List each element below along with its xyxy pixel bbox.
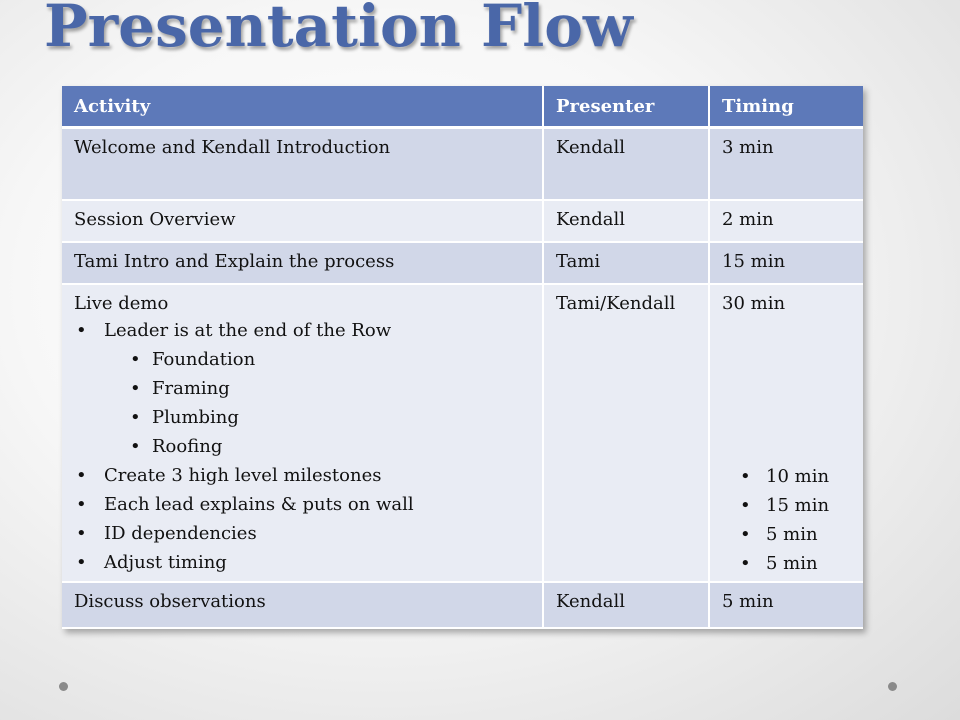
list-item: • Create 3 high level milestones [74,461,530,490]
cell-timing: 5 min [709,582,863,628]
table-row [62,284,863,582]
list-item: • Roofing [104,432,530,461]
right-dot-icon [888,682,897,691]
activity-sub-bullet-list [104,345,530,461]
list-item: • Foundation [104,345,530,374]
list-item: • Adjust timing [74,548,530,577]
table-row [62,582,863,628]
slide-title: Presentation Flow [44,0,633,60]
list-item: • Framing [104,374,530,403]
list-item: • 10 min [722,462,851,491]
cell-activity: Welcome and Kendall Introduction [62,128,543,201]
list-item-text: Leader is at the end of the Row [104,320,392,341]
table-row [62,242,863,284]
header-activity: Activity [62,86,543,128]
cell-timing: 2 min [709,200,863,242]
timing-bullet-list [722,462,851,578]
cell-timing [709,284,863,582]
list-item: • Each lead explains & puts on wall [74,490,530,519]
table-header-row [62,86,863,128]
left-dot-icon [59,682,68,691]
list-item: • ID dependencies [74,519,530,548]
header-presenter: Presenter [543,86,709,128]
cell-activity: Tami Intro and Explain the process [62,242,543,284]
activity-bullet-list [74,316,530,577]
cell-timing-title: 30 min [722,293,786,314]
list-item [74,316,530,461]
cell-presenter: Tami [543,242,709,284]
list-item: • 5 min [722,520,851,549]
cell-timing: 15 min [709,242,863,284]
list-item: • 15 min [722,491,851,520]
table-row [62,200,863,242]
cell-presenter: Kendall [543,200,709,242]
header-timing: Timing [709,86,863,128]
list-item: • Plumbing [104,403,530,432]
cell-presenter: Kendall [543,128,709,201]
cell-timing: 3 min [709,128,863,201]
cell-activity-title: Live demo [74,293,169,314]
cell-presenter: Tami/Kendall [543,284,709,582]
agenda-table [62,86,863,629]
cell-activity: Session Overview [62,200,543,242]
cell-activity [62,284,543,582]
cell-presenter: Kendall [543,582,709,628]
table-row [62,128,863,201]
cell-activity: Discuss observations [62,582,543,628]
list-item: • 5 min [722,549,851,578]
